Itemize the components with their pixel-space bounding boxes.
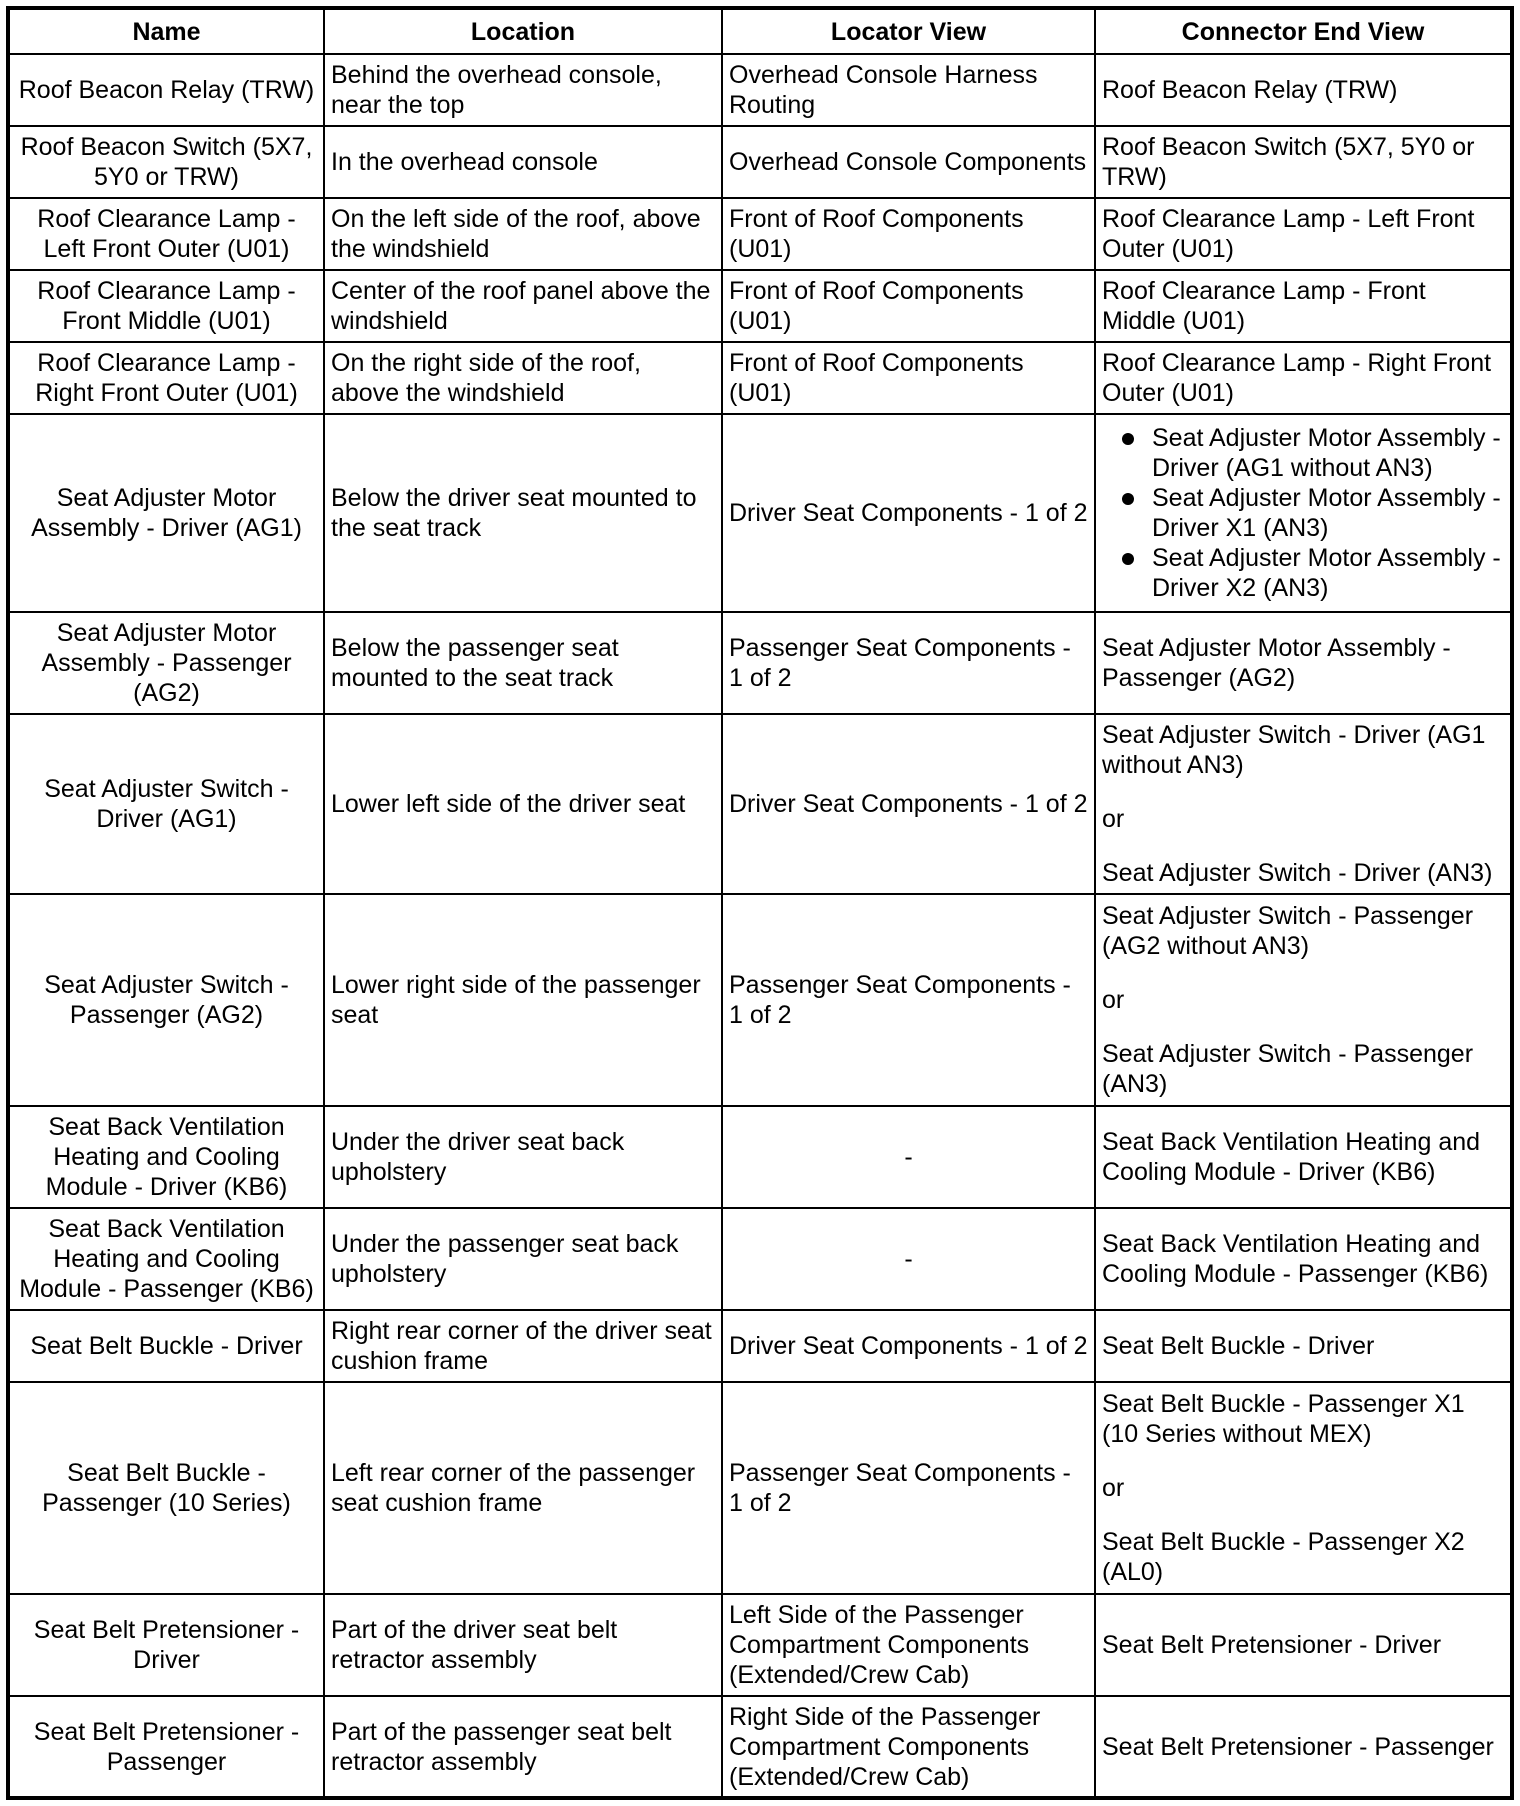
connector-or: or <box>1102 1474 1125 1502</box>
header-name: Name <box>8 8 324 54</box>
cell-location: Center of the roof panel above the windshield <box>324 270 722 342</box>
table-row <box>8 198 1512 270</box>
cell-connector <box>1095 1382 1512 1594</box>
cell-location: Lower right side of the passenger seat <box>324 894 722 1106</box>
cell-location: Under the driver seat back upholstery <box>324 1106 722 1208</box>
cell-location: Behind the overhead console, near the top <box>324 54 722 126</box>
connector-option: Seat Belt Buckle - Passenger X2 (AL0) <box>1102 1528 1465 1586</box>
cell-locator-view: Passenger Seat Components - 1 of 2 <box>722 1382 1095 1594</box>
cell-name: Seat Adjuster Switch - Passenger (AG2) <box>8 894 324 1106</box>
cell-name: Seat Belt Buckle - Passenger (10 Series) <box>8 1382 324 1594</box>
table-row <box>8 1696 1512 1798</box>
cell-locator-view: Right Side of the Passenger Compartment Components (Extended/Crew Cab) <box>722 1696 1095 1798</box>
bullet-item <box>1102 483 1504 543</box>
cell-location: Under the passenger seat back upholstery <box>324 1208 722 1310</box>
table-row <box>8 414 1512 612</box>
bullet-icon <box>1122 553 1134 565</box>
table-row <box>8 54 1512 126</box>
connector-option: Seat Adjuster Switch - Driver (AN3) <box>1102 859 1493 887</box>
header-connector-end-view: Connector End View <box>1095 8 1512 54</box>
table-row <box>8 612 1512 714</box>
cell-locator-view: Passenger Seat Components - 1 of 2 <box>722 894 1095 1106</box>
cell-connector: Roof Beacon Switch (5X7, 5Y0 or TRW) <box>1095 126 1512 198</box>
cell-connector <box>1095 714 1512 894</box>
cell-connector: Seat Adjuster Motor Assembly - Passenger (AG2) <box>1095 612 1512 714</box>
table-row <box>8 1594 1512 1696</box>
cell-connector: Seat Belt Pretensioner - Passenger <box>1095 1696 1512 1798</box>
cell-name: Seat Belt Pretensioner - Passenger <box>8 1696 324 1798</box>
cell-location: Part of the passenger seat belt retractor assembly <box>324 1696 722 1798</box>
cell-connector: Seat Belt Buckle - Driver <box>1095 1310 1512 1382</box>
header-locator-view: Locator View <box>722 8 1095 54</box>
bullet-icon <box>1122 433 1134 445</box>
cell-name: Seat Belt Buckle - Driver <box>8 1310 324 1382</box>
cell-connector <box>1095 414 1512 612</box>
cell-location: Lower left side of the driver seat <box>324 714 722 894</box>
cell-location: Below the passenger seat mounted to the seat track <box>324 612 722 714</box>
connector-option: Seat Adjuster Switch - Passenger (AN3) <box>1102 1040 1474 1098</box>
cell-name: Roof Clearance Lamp - Front Middle (U01) <box>8 270 324 342</box>
cell-location: On the right side of the roof, above the windshield <box>324 342 722 414</box>
cell-name: Seat Belt Pretensioner - Driver <box>8 1594 324 1696</box>
cell-locator-view: - <box>722 1208 1095 1310</box>
cell-location: Left rear corner of the passenger seat cushion frame <box>324 1382 722 1594</box>
cell-name: Roof Clearance Lamp - Left Front Outer (U01) <box>8 198 324 270</box>
table-row <box>8 894 1512 1106</box>
cell-locator-view: Driver Seat Components - 1 of 2 <box>722 714 1095 894</box>
table-row <box>8 714 1512 894</box>
cell-location: Below the driver seat mounted to the seat track <box>324 414 722 612</box>
cell-name: Roof Beacon Switch (5X7, 5Y0 or TRW) <box>8 126 324 198</box>
cell-name: Seat Back Ventilation Heating and Cooling Module - Passenger (KB6) <box>8 1208 324 1310</box>
cell-name: Roof Beacon Relay (TRW) <box>8 54 324 126</box>
table-row <box>8 126 1512 198</box>
table-row <box>8 1208 1512 1310</box>
header-location: Location <box>324 8 722 54</box>
bullet-icon <box>1122 493 1134 505</box>
connector-option: Seat Belt Buckle - Passenger X1 (10 Series without MEX) <box>1102 1390 1465 1448</box>
cell-locator-view: Passenger Seat Components - 1 of 2 <box>722 612 1095 714</box>
cell-locator-view: Overhead Console Components <box>722 126 1095 198</box>
cell-location: On the left side of the roof, above the windshield <box>324 198 722 270</box>
cell-name: Seat Back Ventilation Heating and Cooling Module - Driver (KB6) <box>8 1106 324 1208</box>
cell-location: In the overhead console <box>324 126 722 198</box>
connector-bullet-list <box>1102 423 1504 603</box>
connector-option: Seat Adjuster Switch - Driver (AG1 without AN3) <box>1102 721 1486 779</box>
cell-name: Seat Adjuster Switch - Driver (AG1) <box>8 714 324 894</box>
bullet-text: Seat Adjuster Motor Assembly - Driver X2 (AN3) <box>1152 544 1501 602</box>
cell-locator-view: Driver Seat Components - 1 of 2 <box>722 1310 1095 1382</box>
connector-or: or <box>1102 986 1125 1014</box>
cell-name: Seat Adjuster Motor Assembly - Passenger (AG2) <box>8 612 324 714</box>
cell-connector: Seat Belt Pretensioner - Driver <box>1095 1594 1512 1696</box>
cell-locator-view: Front of Roof Components (U01) <box>722 342 1095 414</box>
table-row <box>8 270 1512 342</box>
table-row <box>8 1310 1512 1382</box>
cell-location: Part of the driver seat belt retractor assembly <box>324 1594 722 1696</box>
bullet-item <box>1102 543 1504 603</box>
table-row <box>8 1106 1512 1208</box>
cell-connector: Roof Clearance Lamp - Right Front Outer (U01) <box>1095 342 1512 414</box>
table-row <box>8 1382 1512 1594</box>
cell-connector: Seat Back Ventilation Heating and Cooling Module - Passenger (KB6) <box>1095 1208 1512 1310</box>
bullet-item <box>1102 423 1504 483</box>
cell-locator-view: Front of Roof Components (U01) <box>722 270 1095 342</box>
cell-name: Seat Adjuster Motor Assembly - Driver (AG1) <box>8 414 324 612</box>
cell-connector <box>1095 894 1512 1106</box>
cell-locator-view: Driver Seat Components - 1 of 2 <box>722 414 1095 612</box>
connector-option: Seat Adjuster Switch - Passenger (AG2 without AN3) <box>1102 902 1474 960</box>
table-row <box>8 342 1512 414</box>
cell-locator-view: Front of Roof Components (U01) <box>722 198 1095 270</box>
connector-or: or <box>1102 805 1125 833</box>
cell-connector: Roof Beacon Relay (TRW) <box>1095 54 1512 126</box>
cell-name: Roof Clearance Lamp - Right Front Outer (U01) <box>8 342 324 414</box>
bullet-text: Seat Adjuster Motor Assembly - Driver (AG1 without AN3) <box>1152 424 1501 482</box>
cell-location: Right rear corner of the driver seat cushion frame <box>324 1310 722 1382</box>
cell-locator-view: - <box>722 1106 1095 1208</box>
cell-connector: Roof Clearance Lamp - Front Middle (U01) <box>1095 270 1512 342</box>
header-row <box>8 8 1512 54</box>
cell-connector: Seat Back Ventilation Heating and Cooling Module - Driver (KB6) <box>1095 1106 1512 1208</box>
component-locator-table <box>6 6 1514 1800</box>
cell-locator-view: Left Side of the Passenger Compartment Components (Extended/Crew Cab) <box>722 1594 1095 1696</box>
bullet-text: Seat Adjuster Motor Assembly - Driver X1 (AN3) <box>1152 484 1501 542</box>
cell-connector: Roof Clearance Lamp - Left Front Outer (U01) <box>1095 198 1512 270</box>
cell-locator-view: Overhead Console Harness Routing <box>722 54 1095 126</box>
